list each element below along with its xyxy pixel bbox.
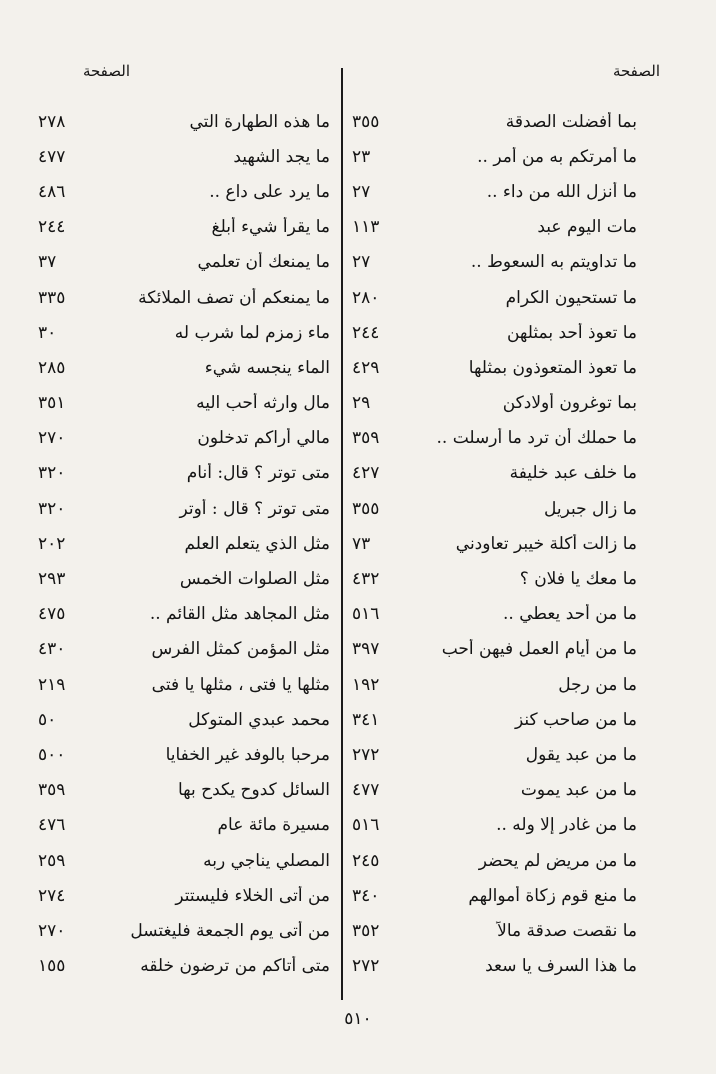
index-entry	[36, 210, 336, 245]
index-entry	[36, 808, 336, 843]
entry-title: المصلي يناجي ربه	[203, 850, 330, 871]
entry-page-number: ٢٥٩	[38, 850, 66, 871]
index-entry	[347, 878, 647, 913]
entry-title: ما تستحيون الكرام	[505, 287, 637, 308]
entry-page-number: ٢١٩	[38, 674, 66, 695]
entry-title: متى توتر ؟ قال : أوتر	[179, 498, 330, 519]
entry-page-number: ٤٣٠	[38, 639, 66, 660]
index-entry	[36, 597, 336, 632]
index-entry	[36, 104, 336, 139]
index-entry	[347, 245, 647, 280]
entry-page-number: ٣٩٧	[352, 639, 380, 660]
index-entry	[347, 949, 647, 984]
entry-page-number: ٣٥٩	[38, 780, 66, 801]
entry-title: ما هذه الطهارة التي	[189, 111, 330, 132]
entry-title: مات اليوم عبد	[537, 217, 637, 238]
left-index-column	[36, 104, 336, 984]
entry-title: محمد عبدي المتوكل	[188, 709, 330, 730]
entry-page-number: ٣٥٩	[352, 428, 380, 449]
entry-page-number: ٣٤١	[352, 709, 380, 730]
entry-page-number: ٥٠٠	[38, 744, 66, 765]
entry-title: ما يجد الشهيد	[233, 146, 330, 167]
index-entry	[36, 526, 336, 561]
entry-title: ما معك يا فلان ؟	[519, 569, 637, 590]
entry-title: مال وارثه أحب اليه	[196, 393, 330, 414]
index-entry	[36, 350, 336, 385]
entry-title: مثل الصلوات الخمس	[179, 569, 330, 590]
index-entry	[347, 280, 647, 315]
entry-title: مثل المؤمن كمثل الفرس	[151, 639, 330, 660]
index-entry	[36, 773, 336, 808]
entry-page-number: ٢٤٤	[352, 322, 380, 343]
entry-title: ما منع قوم زكاة أموالهم	[468, 885, 637, 906]
entry-page-number: ٣٢٠	[38, 498, 66, 519]
index-entry	[347, 456, 647, 491]
entry-title: ما يمنعك أن تعلمي	[197, 252, 330, 273]
entry-page-number: ١١٣	[352, 217, 380, 238]
entry-title: مسيرة مائة عام	[217, 815, 330, 836]
entry-title: مالي أراكم تدخلون	[197, 428, 330, 449]
index-entry	[347, 210, 647, 245]
entry-title: ما من أحد يعطي ..	[503, 604, 637, 625]
entry-page-number: ١٥٥	[38, 956, 66, 977]
index-entry	[347, 350, 647, 385]
index-entry	[36, 315, 336, 350]
entry-page-number: ٧٣	[352, 533, 371, 554]
index-entry	[36, 632, 336, 667]
entry-title: ما من عبد يقول	[525, 744, 637, 765]
entry-title: ما زالت أكلة خيبر تعاودني	[455, 533, 637, 554]
entry-title: ما خلف عبد خليفة	[509, 463, 637, 484]
index-entry	[347, 526, 647, 561]
entry-page-number: ٣٤٠	[352, 885, 380, 906]
entry-title: ما يمنعكم أن تصف الملائكة	[138, 287, 330, 308]
entry-page-number: ٢٨٥	[38, 357, 66, 378]
entry-title: مرحبا بالوفد غير الخفايا	[165, 744, 330, 765]
entry-page-number: ٣٢٠	[38, 463, 66, 484]
index-entry	[36, 561, 336, 596]
entry-page-number: ٣٠	[38, 322, 57, 343]
entry-title: مثل الذي يتعلم العلم	[184, 533, 330, 554]
entry-page-number: ٢٧٠	[38, 920, 66, 941]
entry-page-number: ١٩٢	[352, 674, 380, 695]
entry-page-number: ٤٨٦	[38, 181, 66, 202]
index-entry	[347, 597, 647, 632]
right-index-column	[347, 104, 647, 984]
entry-page-number: ٤٧٥	[38, 604, 66, 625]
entry-page-number: ٢٧٢	[352, 744, 380, 765]
entry-page-number: ٢٨٠	[352, 287, 380, 308]
index-entry	[36, 421, 336, 456]
index-entry	[36, 245, 336, 280]
index-entry	[347, 773, 647, 808]
entry-title: ما نقصت صدقة مالاً	[497, 920, 637, 941]
entry-title: ما من مريض لم يحضر	[478, 850, 637, 871]
entry-title: من أتى يوم الجمعة فليغتسل	[130, 920, 330, 941]
index-entry	[347, 315, 647, 350]
index-entry	[347, 808, 647, 843]
index-entry	[347, 561, 647, 596]
entry-title: متى أتاكم من ترضون خلقه	[140, 956, 330, 977]
right-column-header: الصفحة	[612, 62, 660, 80]
index-entry	[347, 913, 647, 948]
index-entry	[347, 737, 647, 772]
index-entry	[36, 913, 336, 948]
index-entry	[36, 280, 336, 315]
entry-title: متى توتر ؟ قال: أنام	[186, 463, 330, 484]
entry-title: بما توغرون أولادكن	[502, 393, 637, 414]
entry-page-number: ٤٧٦	[38, 815, 66, 836]
entry-page-number: ٢٠٢	[38, 533, 66, 554]
index-entry	[347, 702, 647, 737]
index-entry	[36, 139, 336, 174]
entry-title: الماء ينجسه شيء	[204, 357, 330, 378]
entry-page-number: ٢٣	[352, 146, 371, 167]
index-entry	[36, 878, 336, 913]
entry-title: من أتى الخلاء فليستتر	[175, 885, 330, 906]
left-column-header: الصفحة	[82, 62, 130, 80]
entry-title: السائل كدوح يكدح بها	[177, 780, 330, 801]
index-entry	[36, 843, 336, 878]
entry-title: ما يرد على داع ..	[209, 181, 330, 202]
entry-page-number: ٢٩٣	[38, 569, 66, 590]
entry-page-number: ٤٧٧	[38, 146, 66, 167]
entry-title: ما من صاحب كنز	[515, 709, 637, 730]
entry-page-number: ٢٧٨	[38, 111, 66, 132]
index-entry	[347, 104, 647, 139]
entry-page-number: ٥٠	[38, 709, 57, 730]
entry-page-number: ٢٧٠	[38, 428, 66, 449]
entry-title: مثل المجاهد مثل القائم ..	[149, 604, 330, 625]
index-entry	[347, 632, 647, 667]
entry-title: مثلها يا فتى ، مثلها يا فتى	[151, 674, 330, 695]
index-entry	[36, 949, 336, 984]
entry-title: ما حملك أن ترد ما أرسلت ..	[436, 428, 637, 449]
entry-page-number: ٣٥٥	[352, 111, 380, 132]
entry-page-number: ٣٥٥	[352, 498, 380, 519]
entry-page-number: ٤٧٧	[352, 780, 380, 801]
entry-title: ما من عبد يموت	[520, 780, 637, 801]
entry-title: ما يقرأ شيء أبلغ	[211, 217, 330, 238]
entry-title: ما من غادر إلا وله ..	[496, 815, 637, 836]
index-entry	[36, 456, 336, 491]
entry-page-number: ٢٧٢	[352, 956, 380, 977]
entry-title: ما من أيام العمل فيهن أحب	[441, 639, 637, 660]
entry-page-number: ٣٣٥	[38, 287, 66, 308]
index-entry	[347, 667, 647, 702]
entry-page-number: ٥١٦	[352, 604, 380, 625]
entry-page-number: ٤٣٢	[352, 569, 380, 590]
entry-title: ماء زمزم لما شرب له	[174, 322, 330, 343]
entry-page-number: ٢٤٥	[352, 850, 380, 871]
entry-title: ما أمرتكم به من أمر ..	[477, 146, 637, 167]
index-entry	[347, 491, 647, 526]
entry-page-number: ٣٧	[38, 252, 57, 273]
entry-title: ما تعوذ أحد بمثلهن	[506, 322, 637, 343]
entry-page-number: ٢٧	[352, 181, 371, 202]
page-number: ٥١٠	[344, 1009, 372, 1029]
index-entry	[36, 386, 336, 421]
index-entry	[347, 139, 647, 174]
entry-title: بما أفضلت الصدقة	[505, 111, 637, 132]
index-entry	[36, 702, 336, 737]
entry-page-number: ٣٥٢	[352, 920, 380, 941]
entry-page-number: ٥١٦	[352, 815, 380, 836]
index-entry	[347, 843, 647, 878]
index-entry	[347, 386, 647, 421]
entry-page-number: ٢٧	[352, 252, 371, 273]
entry-page-number: ٢٤٤	[38, 217, 66, 238]
entry-title: ما من رجل	[558, 674, 637, 695]
entry-page-number: ٢٩	[352, 393, 371, 414]
entry-title: ما أنزل الله من داء ..	[486, 181, 637, 202]
entry-title: ما تداويتم به السعوط ..	[470, 252, 637, 273]
entry-page-number: ٣٥١	[38, 393, 66, 414]
index-entry	[36, 737, 336, 772]
entry-page-number: ٢٧٤	[38, 885, 66, 906]
entry-title: ما تعوذ المتعوذون بمثلها	[468, 357, 637, 378]
column-divider	[341, 68, 343, 1000]
index-entry	[36, 174, 336, 209]
entry-title: ما زال جبريل	[543, 498, 637, 519]
index-entry	[347, 421, 647, 456]
index-entry	[36, 491, 336, 526]
index-entry	[36, 667, 336, 702]
entry-title: ما هذا السرف يا سعد	[485, 956, 637, 977]
entry-page-number: ٤٢٧	[352, 463, 380, 484]
index-entry	[347, 174, 647, 209]
entry-page-number: ٤٢٩	[352, 357, 380, 378]
